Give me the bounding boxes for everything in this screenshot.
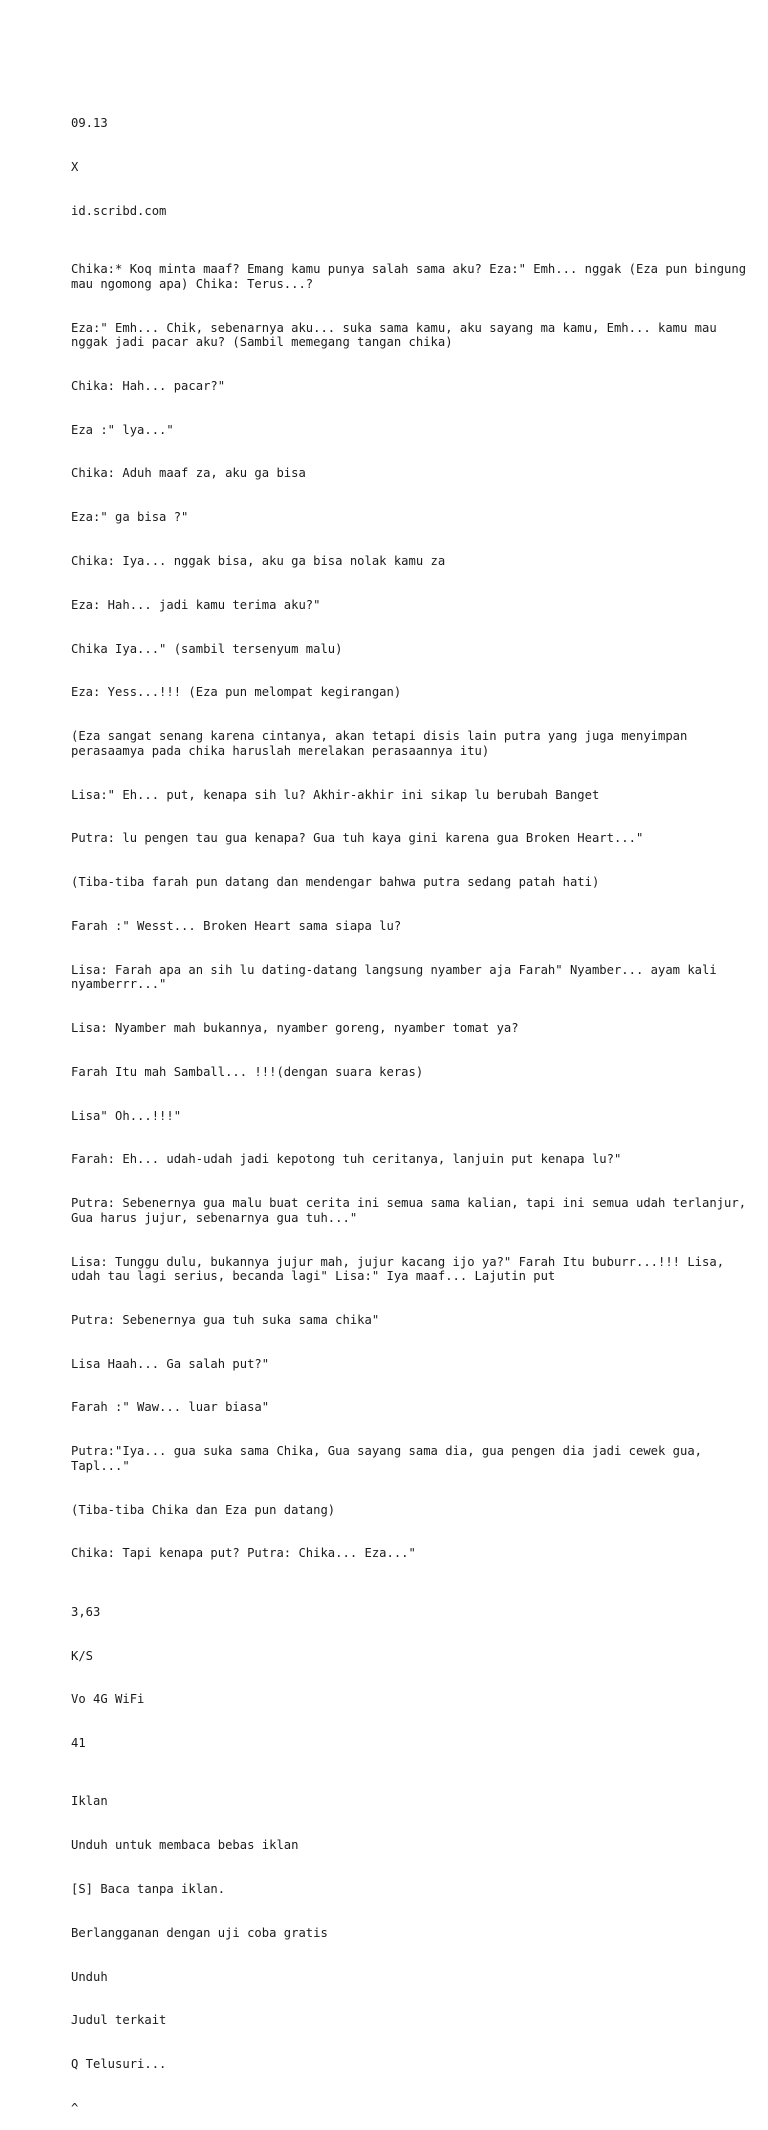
document-line: (Tiba-tiba farah pun datang dan mendengar bahwa putra sedang patah hati) bbox=[71, 875, 600, 890]
document-line: (Eza sangat senang karena cintanya, akan tetapi disis lain putra yang juga menyimpan perasaamya pada chika haruslah merelakan perasaannya itu) bbox=[71, 729, 695, 758]
document-line: Putra: Sebenernya gua tuh suka sama chika" bbox=[71, 1312, 380, 1327]
document-line: Chika Iya..." (sambil tersenyum malu) bbox=[71, 641, 343, 656]
subscribe-trial-link[interactable]: Berlangganan dengan uji coba gratis bbox=[71, 1925, 328, 1940]
document-line: Lisa" Oh...!!!" bbox=[71, 1108, 182, 1123]
document-line: Putra: Sebenernya gua malu buat cerita ini semua sama kalian, tapi ini semua udah terlanjur, Gua harus jujur, sebenarnya gua tuh..." bbox=[71, 1196, 754, 1225]
document-line: Eza: Hah... jadi kamu terima aku?" bbox=[71, 597, 321, 612]
document-line: Eza:" Emh... Chik, sebenarnya aku... suka sama kamu, aku sayang ma kamu, Emh... kamu mau nggak jadi pacar aku? (Sambil memegang tangan chika) bbox=[71, 320, 725, 350]
url-bar[interactable]: id.scribd.com bbox=[71, 203, 167, 218]
read-ad-free-link[interactable]: [S] Baca tanpa iklan. bbox=[71, 1882, 226, 1897]
document-line: Putra:"Iya... gua suka sama Chika, Gua sayang sama dia, gua pengen dia jadi cewek gua, Tapl..." bbox=[71, 1444, 710, 1473]
document-line: Eza :" lya..." bbox=[71, 422, 174, 437]
document-line: Farah :" Wesst... Broken Heart sama siapa lu? bbox=[71, 918, 402, 933]
document-line: Chika: Iya... nggak bisa, aku ga bisa nolak kamu za bbox=[71, 554, 446, 568]
document-line: Farah :" Waw... luar biasa" bbox=[71, 1400, 270, 1415]
battery-level: 41 bbox=[71, 1736, 86, 1751]
document-line: Chika:* Koq minta maaf? Emang kamu punya salah sama aku? Eza:" Emh... nggak (Eza pun bingung mau ngomong apa) Chika: Terus...? bbox=[71, 262, 754, 291]
scroll-up-button[interactable]: ^ bbox=[71, 2100, 79, 2115]
network-speed: 3,63 bbox=[71, 1604, 101, 1619]
download-ad-free-link[interactable]: Unduh untuk membaca bebas iklan bbox=[71, 1838, 299, 1853]
document-line: Lisa Haah... Ga salah put?" bbox=[71, 1356, 270, 1371]
network-type: Vo 4G WiFi bbox=[71, 1692, 145, 1707]
document-line: Lisa: Nyamber mah bukannya, nyamber goreng, nyamber tomat ya? bbox=[71, 1021, 519, 1035]
document-line: Lisa: Farah apa an sih lu dating-datang langsung nyamber aja Farah" Nyamber... ayam kali nyamberrr..." bbox=[71, 962, 725, 992]
document-line: (Tiba-tiba Chika dan Eza pun datang) bbox=[71, 1502, 336, 1517]
document-line: Chika: Aduh maaf za, aku ga bisa bbox=[71, 466, 306, 481]
document-line: Putra: lu pengen tau gua kenapa? Gua tuh kaya gini karena gua Broken Heart..." bbox=[71, 831, 644, 846]
document-line: Chika: Hah... pacar?" bbox=[71, 378, 226, 393]
download-button[interactable]: Unduh bbox=[71, 1969, 108, 1984]
ad-label: Iklan bbox=[71, 1794, 108, 1809]
document-line: Lisa: Tunggu dulu, bukannya jujur mah, jujur kacang ijo ya?" Farah Itu buburr...!!! Lisa, udah tau lagi serius, becanda lagi" Lisa:" Iya maaf... Lajutin put bbox=[71, 1254, 732, 1284]
document-line: Eza: Yess...!!! (Eza pun melompat kegirangan) bbox=[71, 685, 402, 700]
document-line: Farah: Eh... udah-udah jadi kepotong tuh ceritanya, lanjuin put kenapa lu?" bbox=[71, 1152, 622, 1167]
status-time: 09.13 bbox=[71, 116, 108, 131]
document-line: Eza:" ga bisa ?" bbox=[71, 510, 189, 525]
document-line: Lisa:" Eh... put, kenapa sih lu? Akhir-akhir ini sikap lu berubah Banget bbox=[71, 787, 600, 802]
ocr-text-dump bbox=[71, 87, 754, 2130]
close-tab-button[interactable]: X bbox=[71, 159, 79, 174]
related-titles-heading: Judul terkait bbox=[71, 2013, 167, 2028]
network-speed-unit: K/S bbox=[71, 1648, 94, 1663]
search-field[interactable]: Q Telusuri... bbox=[71, 2057, 167, 2072]
document-line: Farah Itu mah Samball... !!!(dengan suara keras) bbox=[71, 1064, 424, 1079]
document-line: Chika: Tapi kenapa put? Putra: Chika... Eza..." bbox=[71, 1546, 416, 1561]
